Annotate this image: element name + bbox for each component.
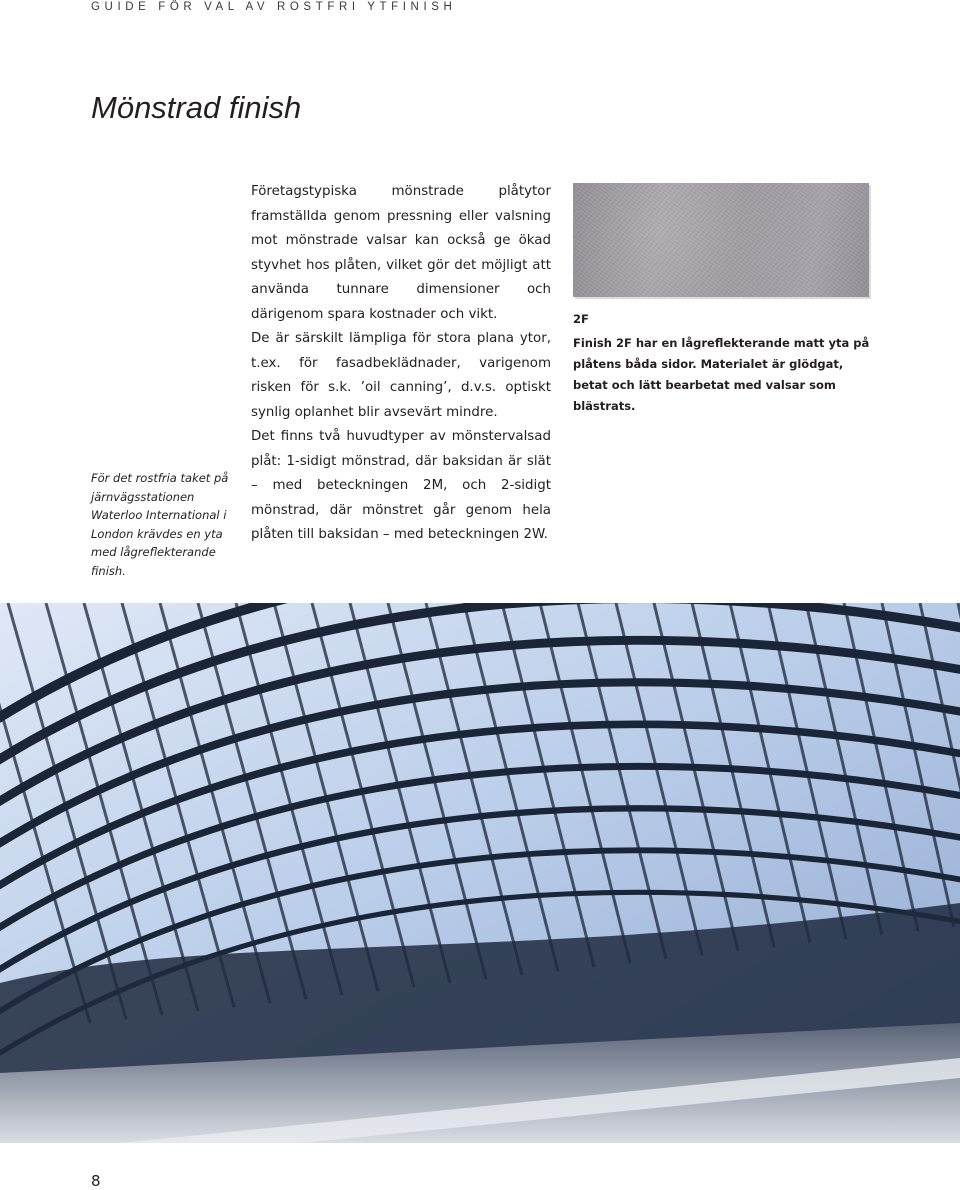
body-text [251,180,551,548]
finish-2f-sample-image [573,183,869,297]
finish-description: Finish 2F har en lågreflekterande matt yta på plåtens båda sidor. Materialet är glödgat, betat och lätt bearbetat med valsar som blästrats. [573,336,870,413]
roof-illustration [0,603,960,1143]
running-head: GUIDE FÖR VAL AV ROSTFRI YTFINISH [91,1,457,13]
sample-texture [573,183,869,297]
body-paragraph-2: De är särskilt lämpliga för stora plana ytor, t.ex. för fasadbeklädnader, varigenom risken för s.k. ’oil canning’, d.v.s. optiskt synlig oplanhet blir avsevärt mindre. [251,331,551,420]
body-paragraph-3: Det finns två huvudtyper av mönstervalsad plåt: 1-sidigt mönstrad, där baksidan är slät – med beteckningen 2M, och 2-sidigt mönstrad, där mönstret går genom hela plåten till baksidan – med beteckningen 2W. [251,429,551,542]
page-title: Mönstrad finish [91,90,302,125]
body-paragraph-1: Företagstypiska mönstrade plåtytor framställda genom pressning eller valsning mot mönstrade valsar kan också ge ökad styvhet hos plåten, vilket gör det möjligt att använda tunnare dimensioner och därigenom spara kostnader och vikt. [251,184,551,322]
station-roof-photo [0,603,960,1143]
photo-caption: För det rostfria taket på järnvägsstationen Waterloo International i London krävdes en yta med lågreflekterande finish. [91,471,229,578]
page-number: 8 [91,1172,101,1190]
finish-code-label: 2F [573,312,589,326]
